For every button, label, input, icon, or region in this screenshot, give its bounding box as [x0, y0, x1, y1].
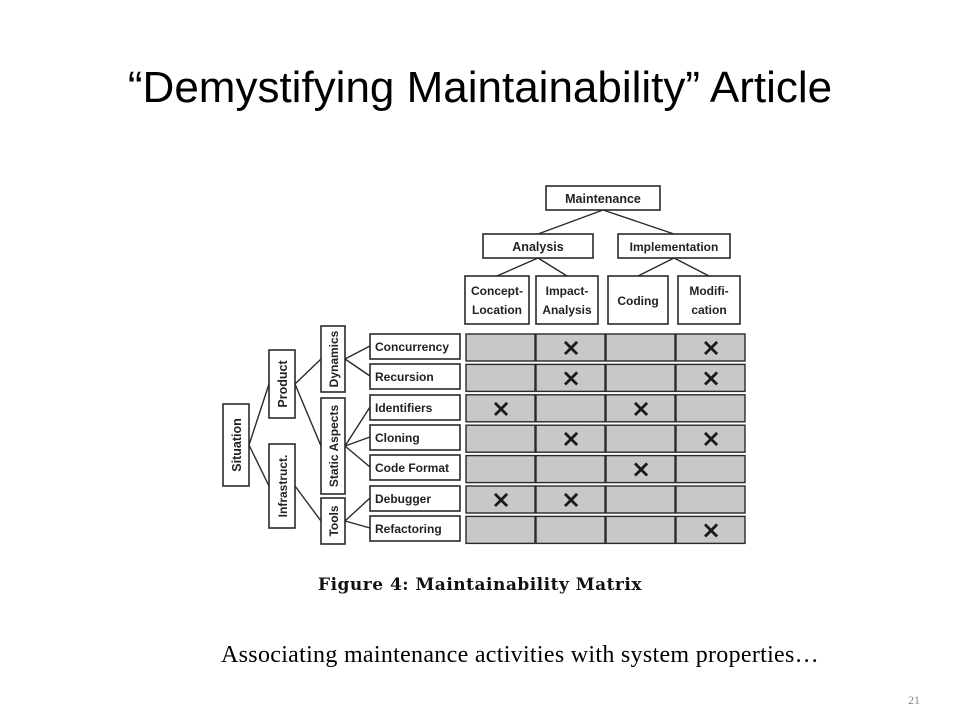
matrix-x-mark: × [490, 485, 512, 514]
maintenance-label: Maintenance [565, 192, 641, 206]
static-aspects-label: Static Aspects [327, 404, 341, 488]
matrix-x-mark: × [560, 333, 582, 362]
matrix-diagram [215, 178, 755, 553]
matrix-x-mark: × [630, 394, 652, 423]
situation-label: Situation [230, 418, 244, 472]
matrix-cell [676, 456, 745, 483]
infrastruct-label: Infrastruct. [276, 454, 290, 518]
maintainability-matrix-figure [215, 178, 755, 553]
matrix-cell [606, 425, 675, 452]
matrix-cell [606, 516, 675, 543]
matrix-cell [606, 364, 675, 391]
matrix-cell [606, 486, 675, 513]
slide-subtitle: Associating maintenance activities with system properties… [221, 642, 819, 668]
matrix-cell [536, 395, 605, 422]
matrix-cell [676, 486, 745, 513]
tools-label: Tools [327, 505, 341, 537]
property-label-concurrency: Concurrency [375, 340, 450, 354]
matrix-x-mark: × [700, 333, 722, 362]
matrix-cell [536, 516, 605, 543]
matrix-x-mark: × [560, 363, 582, 392]
product-label: Product [276, 360, 290, 408]
page-number: 21 [908, 693, 920, 707]
implementation-label: Implementation [629, 240, 719, 254]
matrix-cell [466, 425, 535, 452]
activity-label-impact-analysis-line2: Analysis [542, 303, 592, 317]
property-label-cloning: Cloning [375, 431, 420, 445]
activity-tree [465, 186, 740, 324]
matrix-x-mark: × [700, 515, 722, 544]
property-label-code-format: Code Format [375, 461, 450, 475]
matrix-cell [466, 516, 535, 543]
situation-tree-connectors [249, 346, 370, 528]
matrix-x-mark: × [560, 424, 582, 453]
dynamics-label: Dynamics [327, 330, 341, 388]
activity-label-impact-analysis-line1: Impact- [545, 284, 589, 298]
matrix-cell [466, 364, 535, 391]
activity-label-coding: Coding [617, 294, 659, 308]
matrix-grid [466, 334, 745, 544]
matrix-x-mark: × [700, 363, 722, 392]
matrix-cell [466, 334, 535, 361]
property-label-debugger: Debugger [375, 492, 432, 506]
matrix-cell [466, 456, 535, 483]
situation-tree [223, 326, 460, 544]
matrix-x-mark: × [630, 455, 652, 484]
slide-title: “Demystifying Maintainability” Article [127, 63, 833, 112]
matrix-x-mark: × [560, 485, 582, 514]
matrix-cell [606, 334, 675, 361]
matrix-x-mark: × [700, 424, 722, 453]
matrix-cell [536, 456, 605, 483]
activity-label-concept-location-line2: Location [472, 303, 522, 317]
property-label-recursion: Recursion [375, 370, 434, 384]
matrix-cell [676, 395, 745, 422]
property-boxes [370, 334, 460, 541]
analysis-label: Analysis [512, 240, 564, 254]
activity-label-modification-line1: Modifi- [689, 284, 729, 298]
property-label-identifiers: Identifiers [375, 401, 433, 415]
activity-label-modification-line2: cation [691, 303, 727, 317]
matrix-x-mark: × [490, 394, 512, 423]
property-label-refactoring: Refactoring [375, 522, 442, 536]
activity-label-concept-location-line1: Concept- [471, 284, 523, 298]
figure-caption: Figure 4: Maintainability Matrix [318, 575, 642, 595]
